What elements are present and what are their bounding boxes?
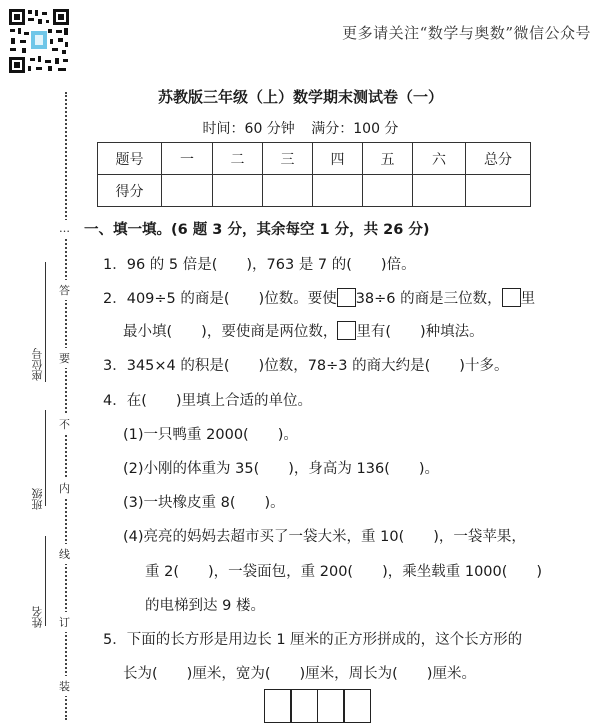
score-cell[interactable] <box>466 175 531 207</box>
binding-word: … <box>59 222 70 235</box>
question-5-line-1: 5．下面的长方形是用边长 1 厘米的正方形拼成的，这个长方形的 <box>103 632 523 648</box>
score-header-cell: 五 <box>363 143 413 175</box>
question-2-line-2 <box>123 320 484 341</box>
binding-word: 答 <box>59 280 70 300</box>
question-4: 4．在( )里填上合适的单位。 <box>103 393 313 409</box>
binding-word: 线 <box>59 544 70 564</box>
name-field-label: 姓名 <box>31 606 44 628</box>
binding-word: 要 <box>59 348 70 368</box>
score-table-score-row <box>98 175 531 207</box>
question-4-1: (1)一只鸭重 2000( )。 <box>123 427 298 443</box>
score-cell[interactable] <box>263 175 313 207</box>
seat-field-label: 座位号 <box>31 348 44 381</box>
score-header-cell: 二 <box>213 143 263 175</box>
exam-title: 苏教版三年级（上）数学期末测试卷（一） <box>157 88 443 106</box>
score-header-cell: 题号 <box>98 143 162 175</box>
q2-text-a: 2．409÷5 的商是( )位数。要使 <box>103 291 337 307</box>
binding-word: 不 <box>59 414 70 434</box>
score-header-cell: 六 <box>413 143 466 175</box>
question-4-4-line-1: (4)亮亮的妈妈去超市买了一袋大米，重 10( )，一袋苹果， <box>123 529 526 545</box>
q2-text-e: 里有( )种填法。 <box>356 324 484 340</box>
score-header-cell: 四 <box>313 143 363 175</box>
question-5-line-2: 长为( )厘米，宽为( )厘米，周长为( )厘米。 <box>123 666 476 682</box>
score-table-header-row <box>98 143 531 175</box>
unit-square <box>264 689 292 723</box>
binding-word: 内 <box>59 478 70 498</box>
unit-square <box>317 689 345 723</box>
score-header-cell: 总分 <box>466 143 531 175</box>
score-cell[interactable] <box>162 175 213 207</box>
score-table <box>97 142 531 207</box>
question-4-4-line-3: 的电梯到达 9 楼。 <box>145 598 265 614</box>
exam-time: 时间：60 分钟 <box>202 121 295 137</box>
score-header-cell: 一 <box>162 143 213 175</box>
score-cell[interactable] <box>413 175 466 207</box>
blank-box[interactable] <box>337 288 356 307</box>
class-field-label: 班级 <box>31 488 44 510</box>
binding-word: 订 <box>59 612 70 632</box>
exam-subtitle <box>0 118 601 138</box>
blank-box[interactable] <box>502 288 521 307</box>
q2-text-c: 里 <box>520 291 536 307</box>
exam-full-score: 满分：100 分 <box>311 121 399 137</box>
score-cell[interactable] <box>213 175 263 207</box>
question-4-2: (2)小刚的体重为 35( )，身高为 136( )。 <box>123 461 440 477</box>
question-3: 3．345×4 的积是( )位数，78÷3 的商大约是( )十多。 <box>103 358 509 374</box>
binding-word: 装 <box>59 676 70 696</box>
blank-box[interactable] <box>337 321 356 340</box>
score-cell[interactable] <box>363 175 413 207</box>
header-note: 更多请关注“数学与奥数”微信公众号 <box>342 24 591 42</box>
question-4-3: (3)一块橡皮重 8( )。 <box>123 495 285 511</box>
question-4-4-line-2: 重 2( )，一袋面包，重 200( )，乘坐载重 1000( ) <box>145 564 543 580</box>
section-heading: 一、填一填。(6 题 3 分，其余每空 1 分，共 26 分) <box>84 222 430 238</box>
score-header-cell: 三 <box>263 143 313 175</box>
question-2-line-1 <box>103 287 535 308</box>
q2-text-d: 最小填( )，要使商是两位数， <box>123 324 338 340</box>
question-1: 1．96 的 5 倍是( )，763 是 7 的( )倍。 <box>103 257 416 273</box>
rectangle-grid-figure <box>265 689 371 723</box>
score-row-label: 得分 <box>98 175 162 207</box>
unit-square <box>343 689 371 723</box>
unit-square <box>290 689 318 723</box>
qr-code-image <box>8 8 70 74</box>
q2-text-b: 38÷6 的商是三位数， <box>355 291 502 307</box>
score-cell[interactable] <box>313 175 363 207</box>
